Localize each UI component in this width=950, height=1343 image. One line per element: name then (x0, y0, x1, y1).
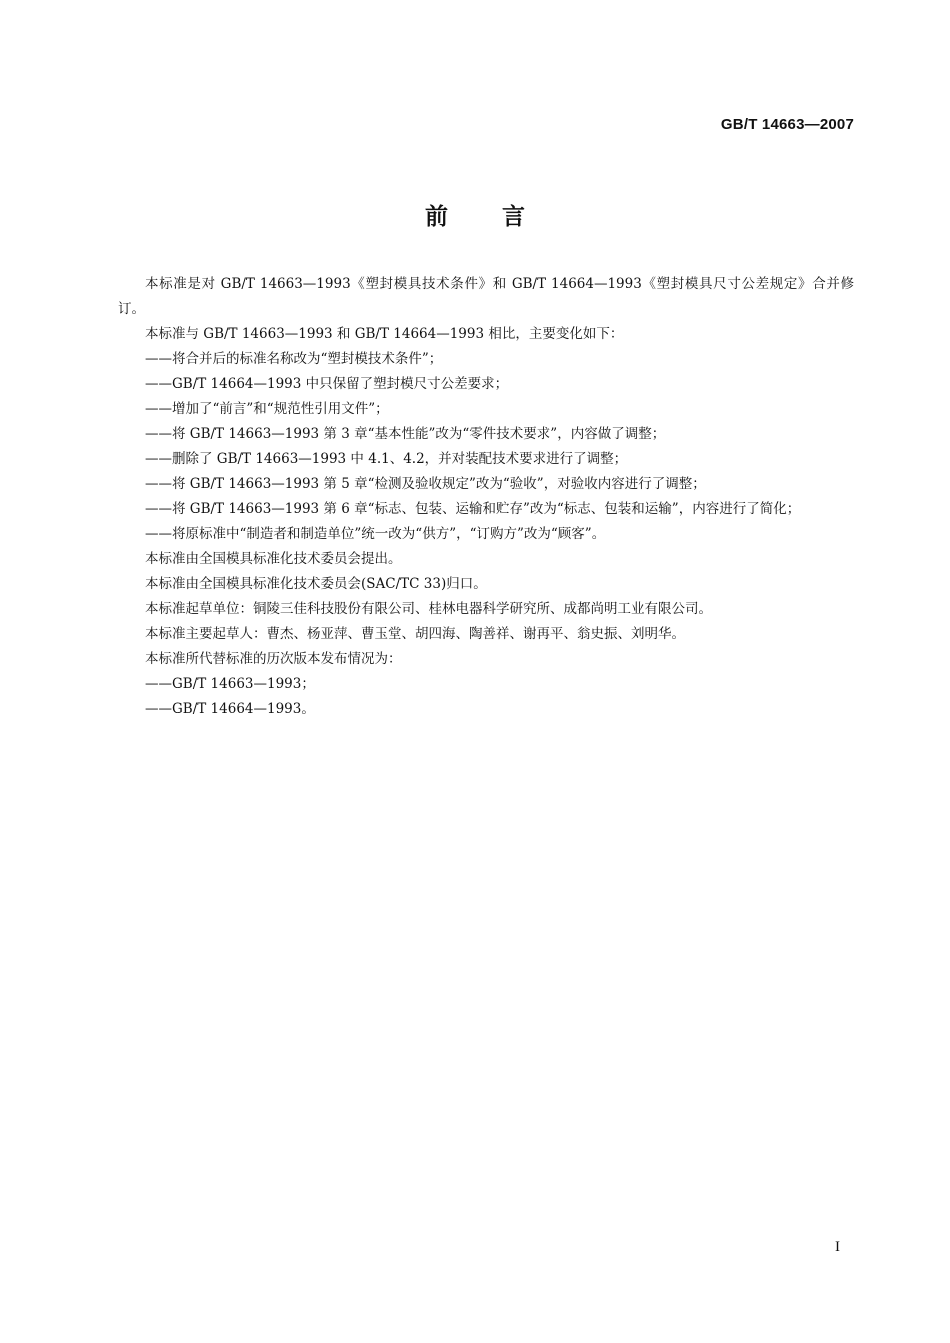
foreword-body (118, 272, 854, 722)
page-title (0, 198, 950, 231)
paragraph-drafters: 本标准主要起草人：曹杰、杨亚萍、曹玉堂、胡四海、陶善祥、谢再平、翁史振、刘明华。 (145, 626, 685, 642)
paragraph-proposer: 本标准由全国模具标准化技术委员会提出。 (145, 551, 402, 567)
title-char-left: 前 (425, 204, 448, 230)
paragraph-drafting-units: 本标准起草单位：铜陵三佳科技股份有限公司、桂林电器科学研究所、成都尚明工业有限公司。 (145, 601, 712, 617)
change-item: ——将 GB/T 14663—1993 第 5 章“检测及验收规定”改为“验收”，对验收内容进行了调整； (145, 476, 706, 492)
title-char-right: 言 (502, 204, 525, 230)
change-item: ——将合并后的标准名称改为“塑封模技术条件”； (145, 351, 443, 367)
change-item: ——将 GB/T 14663—1993 第 6 章“标志、包装、运输和贮存”改为“标志、包装和运输”，内容进行了简化； (145, 501, 801, 517)
standard-number: GB/T 14663—2007 (720, 116, 854, 133)
edition-item: ——GB/T 14664—1993。 (145, 701, 315, 717)
page-number: I (835, 1239, 840, 1255)
change-item: ——将原标准中“制造者和制造单位”统一改为“供方”，“订购方”改为“顾客”。 (145, 526, 606, 542)
change-item: ——增加了“前言”和“规范性引用文件”； (145, 401, 389, 417)
paragraph-changes-intro: 本标准与 GB/T 14663—1993 和 GB/T 14664—1993 相比，主要变化如下： (145, 326, 624, 342)
change-item: ——将 GB/T 14663—1993 第 3 章“基本性能”改为“零件技术要求”，内容做了调整； (145, 426, 666, 442)
paragraph-administrator: 本标准由全国模具标准化技术委员会(SAC/TC 33)归口。 (145, 576, 487, 592)
paragraph-editions-intro: 本标准所代替标准的历次版本发布情况为： (145, 651, 402, 667)
change-item: ——GB/T 14664—1993 中只保留了塑封模尺寸公差要求； (145, 376, 509, 392)
change-item: ——删除了 GB/T 14663—1993 中 4.1、4.2，并对装配技术要求进行了调整； (145, 451, 628, 467)
edition-item: ——GB/T 14663—1993； (145, 676, 315, 692)
paragraph-scope: 本标准是对 GB/T 14663—1993《塑封模具技术条件》和 GB/T 14664—1993《塑封模具尺寸公差规定》合并修订。 (118, 276, 854, 317)
